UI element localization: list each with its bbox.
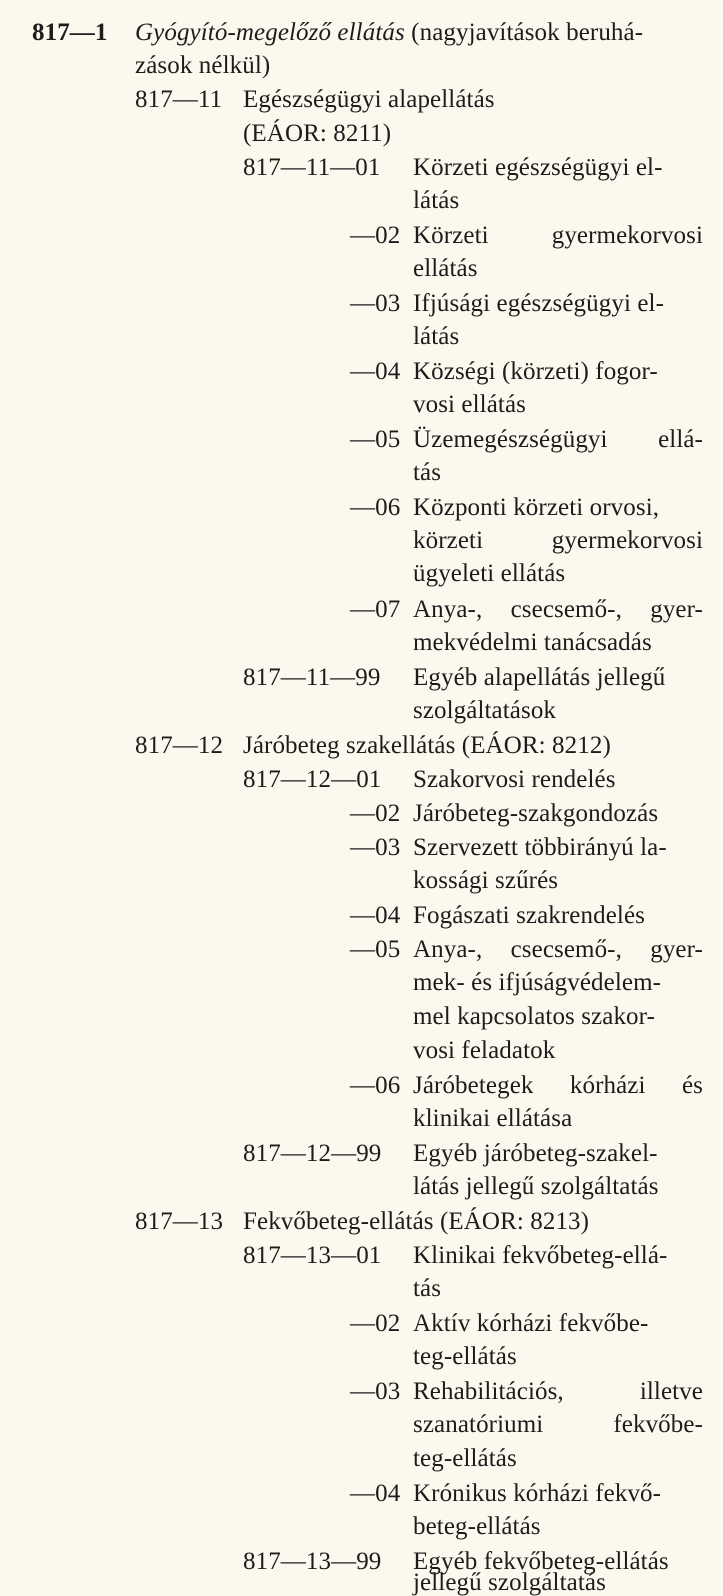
entry-text-line: vosi feladatok: [413, 1037, 556, 1064]
entry-text-line: mekvédelmi tanácsadás: [413, 629, 652, 656]
entry-code: 817—12—01: [243, 766, 382, 793]
entry-text-line: Egyéb fekvőbeteg-ellátás: [413, 1548, 669, 1575]
entry-text-line: Fogászati szakrendelés: [413, 902, 645, 929]
word: csecsemő-,: [510, 596, 622, 623]
word: Rehabilitációs,: [413, 1378, 564, 1405]
entry-title-rest: (nagyjavítások beruhá-: [404, 19, 644, 46]
entry-title: [135, 15, 643, 50]
entry-code: —06: [350, 1072, 401, 1099]
word: Üzemegészségügyi: [413, 426, 608, 453]
entry-code: —05: [350, 936, 401, 963]
entry-code: —04: [350, 358, 401, 385]
entry-code: —02: [350, 222, 401, 249]
entry-text-line: [413, 1407, 703, 1442]
entry-code: 817—11—99: [243, 664, 381, 691]
entry-text-line: ellátás: [413, 255, 478, 282]
entry-text-line: jellegű szolgáltatás: [413, 1569, 606, 1596]
entry-text-line: látás: [413, 187, 460, 214]
entry-code: 817—13—01: [243, 1242, 382, 1269]
word: Anya-,: [413, 596, 483, 623]
entry-text-line: tás: [413, 1275, 442, 1302]
entry-text-line: Egyéb járóbeteg-szakel-: [413, 1140, 658, 1167]
entry-code: 817—1: [32, 19, 108, 46]
entry-text-line: Ifjúsági egészségügyi el-: [413, 290, 665, 317]
word: Anya-,: [413, 936, 483, 963]
entry-text-line: [413, 932, 703, 967]
entry-text-line: Járóbeteg-szakgondozás: [413, 800, 659, 827]
word: gyermekorvosi: [551, 527, 703, 554]
word: fekvőbe-: [613, 1411, 703, 1438]
entry-code: —03: [350, 290, 401, 317]
entry-code: —03: [350, 1378, 401, 1405]
entry-text-line: kossági szűrés: [413, 867, 559, 894]
entry-code: —05: [350, 426, 401, 453]
entry-text-line: Központi körzeti orvosi,: [413, 494, 660, 521]
entry-code: —02: [350, 800, 401, 827]
entry-title-cont: zások nélkül): [135, 52, 271, 79]
entry-text-line: Aktív kórházi fekvőbe-: [413, 1310, 649, 1337]
word: csecsemő-,: [510, 936, 622, 963]
entry-text-line: ügyeleti ellátás: [413, 560, 566, 587]
word: ellá-: [658, 426, 703, 453]
entry-text-line: mek- és ifjúságvédelem-: [413, 969, 662, 996]
entry-text-line: [413, 1068, 703, 1103]
entry-text-line: beteg-ellátás: [413, 1513, 541, 1540]
entry-text-line: [413, 422, 703, 457]
entry-text-line: vosi ellátás: [413, 391, 526, 418]
entry-text-line: szolgáltatások: [413, 697, 557, 724]
entry-code: —04: [350, 902, 401, 929]
word: gyer-: [650, 596, 703, 623]
entry-text-line: mel kapcsolatos szakor-: [413, 1003, 655, 1030]
entry-text-line: Körzeti egészségügyi el-: [413, 154, 663, 181]
entry-text-line: Egyéb alapellátás jellegű: [413, 664, 666, 691]
word: Körzeti: [413, 222, 489, 249]
entry-text-line: Krónikus kórházi fekvő-: [413, 1480, 662, 1507]
word: illetve: [639, 1378, 703, 1405]
word: szanatóriumi: [413, 1411, 544, 1438]
entry-code: —02: [350, 1310, 401, 1337]
entry-title-italic: Gyógyító-megelőző ellátás: [135, 19, 405, 46]
word: gyermekorvosi: [551, 222, 703, 249]
entry-text-line: [413, 592, 703, 627]
entry-text-line: [413, 1374, 703, 1409]
entry-code: 817—12—99: [243, 1140, 382, 1167]
entry-code: 817—13—99: [243, 1548, 382, 1575]
entry-code: 817—11: [135, 86, 223, 113]
entry-text-line: teg-ellátás: [413, 1343, 517, 1370]
entry-text-line: tás: [413, 459, 442, 486]
entry-text-line: teg-ellátás: [413, 1445, 517, 1472]
entry-code: —07: [350, 596, 401, 623]
word: kórházi: [569, 1072, 646, 1099]
entry-title-cont: (EÁOR: 8211): [243, 120, 392, 147]
entry-text-line: látás jellegű szolgáltatás: [413, 1173, 659, 1200]
word: Járóbetegek: [413, 1072, 534, 1099]
word: és: [681, 1072, 703, 1099]
word: körzeti: [413, 527, 484, 554]
entry-title: Egészségügyi alapellátás: [243, 86, 495, 113]
entry-code: —03: [350, 834, 401, 861]
entry-text-line: klinikai ellátása: [413, 1105, 573, 1132]
entry-text-line: [413, 523, 703, 558]
entry-code: 817—12: [135, 732, 224, 759]
entry-code: —06: [350, 494, 401, 521]
entry-text-line: Szervezett többirányú la-: [413, 834, 667, 861]
entry-text-line: Klinikai fekvőbeteg-ellá-: [413, 1242, 668, 1269]
entry-text-line: [413, 218, 703, 253]
entry-text-line: Községi (körzeti) fogor-: [413, 358, 658, 385]
entry-title: Fekvőbeteg-ellátás (EÁOR: 8213): [243, 1208, 590, 1235]
entry-code: 817—13: [135, 1208, 224, 1235]
entry-code: —04: [350, 1480, 401, 1507]
entry-title: Járóbeteg szakellátás (EÁOR: 8212): [243, 732, 611, 759]
entry-text-line: Szakorvosi rendelés: [413, 766, 616, 793]
entry-code: 817—11—01: [243, 154, 381, 181]
entry-text-line: látás: [413, 323, 460, 350]
word: gyer-: [650, 936, 703, 963]
